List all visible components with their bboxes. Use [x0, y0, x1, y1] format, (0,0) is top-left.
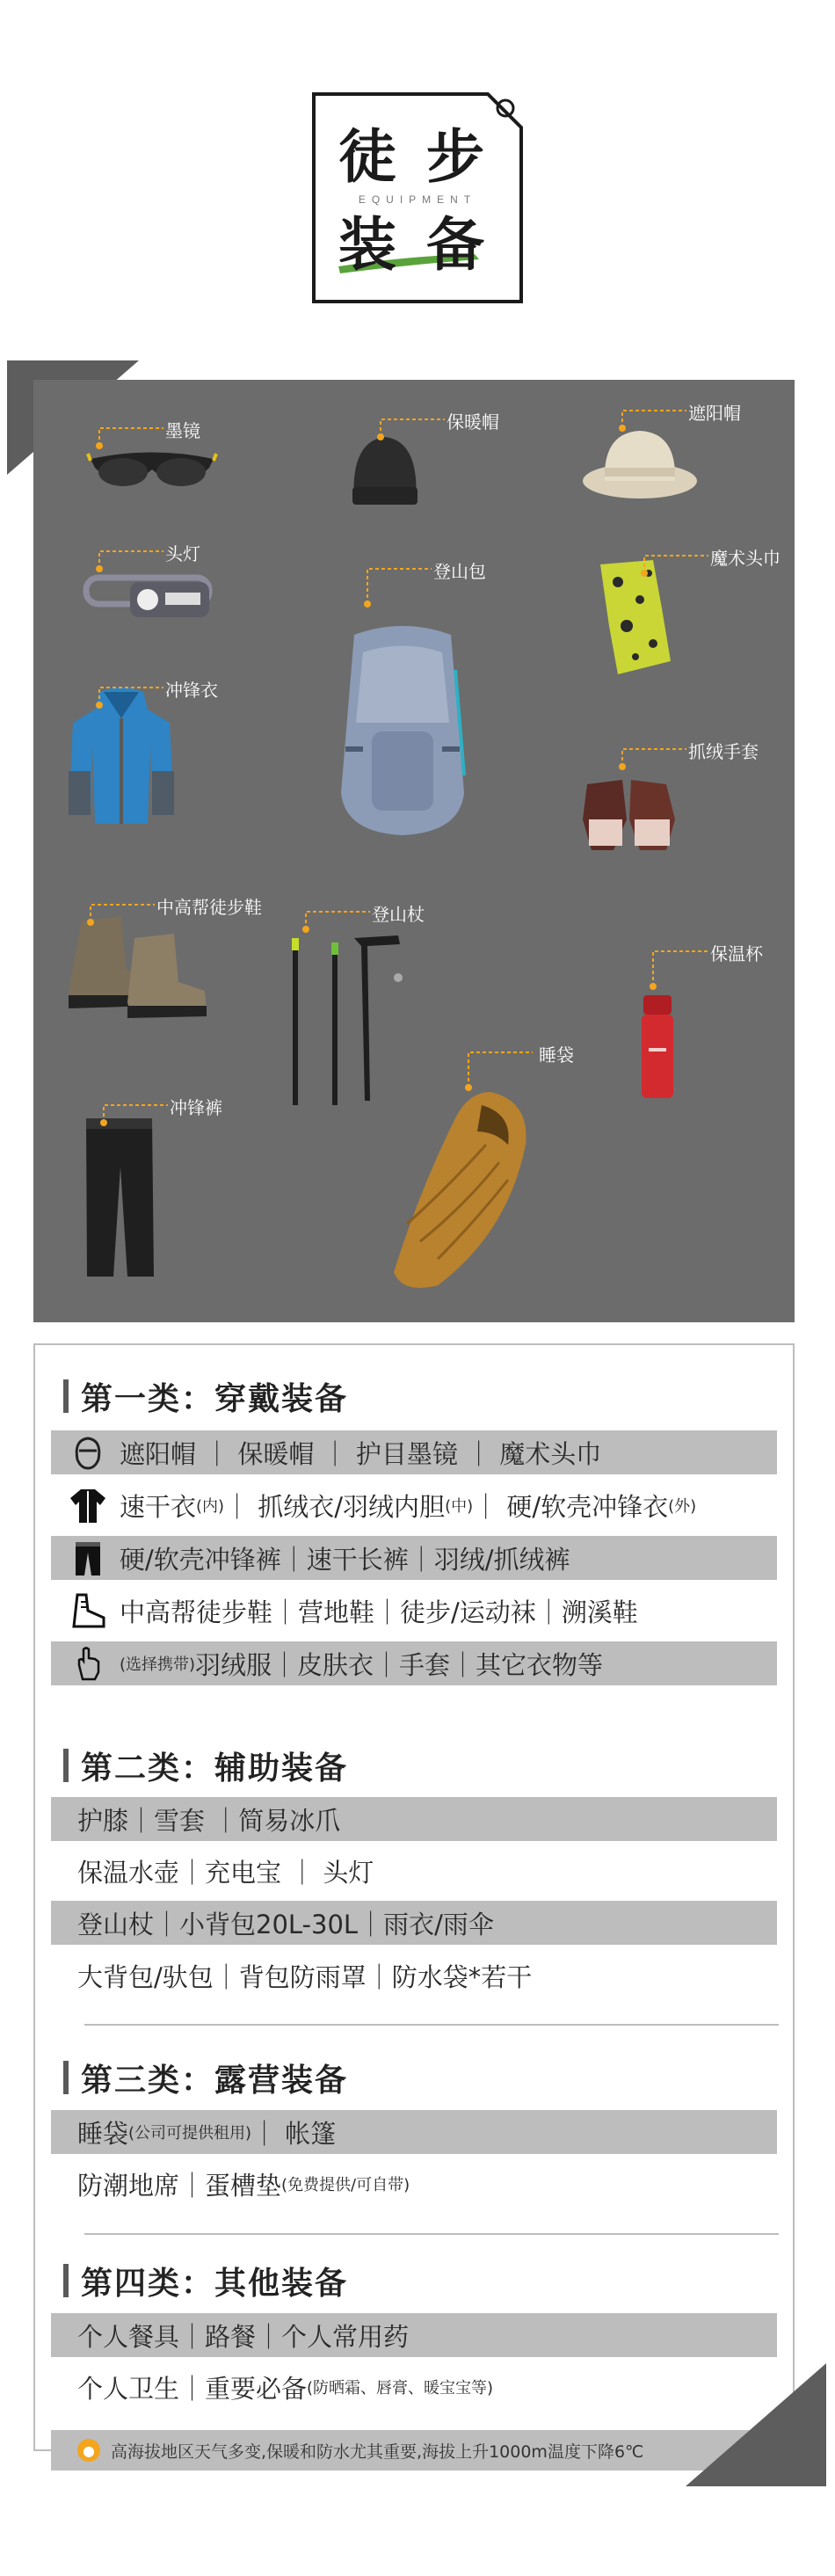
- row-note-a: (公司可提供租用): [128, 2124, 252, 2143]
- row-text-a: 个人卫生｜重要必备: [77, 2373, 308, 2404]
- leader-jacket: [95, 674, 165, 709]
- row-text: 登山杖｜小背包20L-30L｜雨衣/雨伞: [77, 1909, 494, 1939]
- leader-headlamp: [95, 538, 165, 573]
- row-text: 遮阳帽 ｜ 保暖帽 ｜ 护目墨镜 ｜ 魔术头巾: [120, 1438, 602, 1469]
- gear-panel: [33, 380, 795, 1322]
- warm-hat-image: [345, 433, 425, 512]
- row-text-a: 睡袋: [77, 2118, 129, 2149]
- row-text-b: ｜ 抓绒衣/羽绒内胆: [224, 1491, 446, 1522]
- list-item: [51, 1797, 777, 1841]
- label-thermos: 保温杯: [710, 943, 763, 964]
- pants-image: [82, 1114, 156, 1281]
- list-item: [51, 1589, 777, 1633]
- row-note-b: (中): [445, 1497, 474, 1516]
- row-text-b: ｜ 帐篷: [251, 2118, 337, 2149]
- label-backpack: 登山包: [433, 561, 486, 582]
- head-icon: [69, 1433, 107, 1472]
- weather-note: [51, 2430, 777, 2470]
- leader-boots: [86, 891, 156, 927]
- leader-warm-hat: [376, 406, 447, 441]
- label-gloves: 抓绒手套: [688, 741, 759, 762]
- equipment-list: [33, 1343, 795, 2462]
- list-item: [51, 2365, 777, 2409]
- list-item: [51, 1483, 777, 1527]
- row-text: 硬/软壳冲锋裤｜速干长裤｜羽绒/抓绒裤: [120, 1544, 570, 1575]
- trekking-poles-image: [284, 925, 407, 1110]
- list-item: [51, 1849, 777, 1893]
- label-boots: 中高帮徒步鞋: [156, 897, 262, 918]
- row-text-c: ｜ 硬/软壳冲锋衣: [473, 1491, 669, 1522]
- list-item: [51, 1901, 777, 1945]
- leader-magic-scarf: [640, 542, 710, 578]
- divider: [84, 2024, 779, 2026]
- logo-subtitle: EQUIPMENT: [358, 193, 477, 206]
- row-text-a: 羽绒服｜皮肤衣｜手套｜其它衣物等: [195, 1649, 604, 1680]
- row-note-c: (外): [668, 1497, 697, 1516]
- section-title-other: 第四类：其他装备: [35, 2254, 348, 2307]
- row-note-a: (免费提供/可自带): [281, 2176, 410, 2194]
- boot-icon: [69, 1591, 107, 1630]
- label-headlamp: 头灯: [165, 543, 200, 564]
- label-pants: 冲锋裤: [170, 1097, 222, 1118]
- sunglasses-image: [86, 441, 218, 503]
- leader-sleeping-bag: [464, 1039, 534, 1092]
- leader-sunglasses: [95, 415, 165, 450]
- list-item: [51, 1641, 777, 1685]
- leader-thermos: [649, 938, 710, 991]
- row-note-a: (选择携带): [120, 1655, 196, 1674]
- pants-icon: [69, 1539, 107, 1577]
- logo-char-2: 步: [426, 122, 484, 191]
- leader-sun-hat: [618, 397, 688, 433]
- section-title-camping: 第三类：露营装备: [35, 2051, 348, 2104]
- section-title-auxiliary: 第二类：辅助装备: [35, 1739, 348, 1792]
- list-item: [51, 1954, 777, 1997]
- logo-char-4: 备: [426, 210, 484, 279]
- backpack-image: [328, 617, 477, 841]
- row-text-a: 个人餐具｜路餐｜个人常用药: [77, 2321, 410, 2352]
- leader-gloves: [618, 736, 688, 771]
- list-item: [51, 2162, 777, 2206]
- equipment-logo: [312, 92, 523, 303]
- gloves-image: [578, 767, 684, 855]
- list-item: [51, 1536, 777, 1580]
- sleeping-bag-image: [385, 1083, 534, 1294]
- label-sleeping-bag: 睡袋: [539, 1044, 574, 1066]
- logo-char-1: 徒: [338, 122, 396, 191]
- label-sunglasses: 墨镜: [165, 420, 200, 441]
- leader-backpack: [363, 556, 433, 608]
- section-title-wearable: 第一类：穿戴装备: [35, 1370, 348, 1423]
- corner-triangle-bottom-right: [686, 2363, 826, 2486]
- logo-char-3: 装: [338, 210, 396, 279]
- label-magic-scarf: 魔术头巾: [710, 548, 781, 569]
- label-jacket: 冲锋衣: [165, 680, 218, 701]
- row-text: 护膝｜雪套 ｜简易冰爪: [77, 1805, 341, 1836]
- leader-pants: [99, 1092, 170, 1127]
- label-warm-hat: 保暖帽: [447, 411, 499, 433]
- headlamp-image: [77, 564, 218, 626]
- row-text: 保温水壶｜充电宝 ｜ 头灯: [77, 1857, 374, 1888]
- jacket-icon: [69, 1486, 107, 1524]
- row-note-a: (防晒霜、唇膏、暖宝宝等): [307, 2379, 494, 2398]
- thermos-image: [640, 995, 675, 1101]
- list-item: [51, 1430, 777, 1474]
- sun-hat-image: [578, 424, 701, 503]
- note-text: 高海拔地区天气多变,保暖和防水尤其重要,海拔上升1000m温度下降6℃: [111, 2441, 644, 2462]
- row-text: 大背包/驮包｜背包防雨罩｜防水袋*若干: [77, 1961, 533, 1992]
- leader-poles: [301, 899, 372, 934]
- label-poles: 登山杖: [372, 904, 425, 925]
- bell-icon: ●: [77, 2439, 100, 2462]
- list-item: [51, 2110, 777, 2154]
- list-item: [51, 2313, 777, 2357]
- row-text: 中高帮徒步鞋｜营地鞋｜徒步/运动袜｜溯溪鞋: [120, 1597, 638, 1627]
- label-sun-hat: 遮阳帽: [688, 403, 741, 424]
- hand-icon: [69, 1644, 107, 1683]
- row-note-a: (内): [196, 1497, 225, 1516]
- row-text-a: 速干衣: [120, 1491, 197, 1522]
- row-text-a: 防潮地席｜蛋槽垫: [77, 2170, 282, 2201]
- divider: [84, 2233, 779, 2235]
